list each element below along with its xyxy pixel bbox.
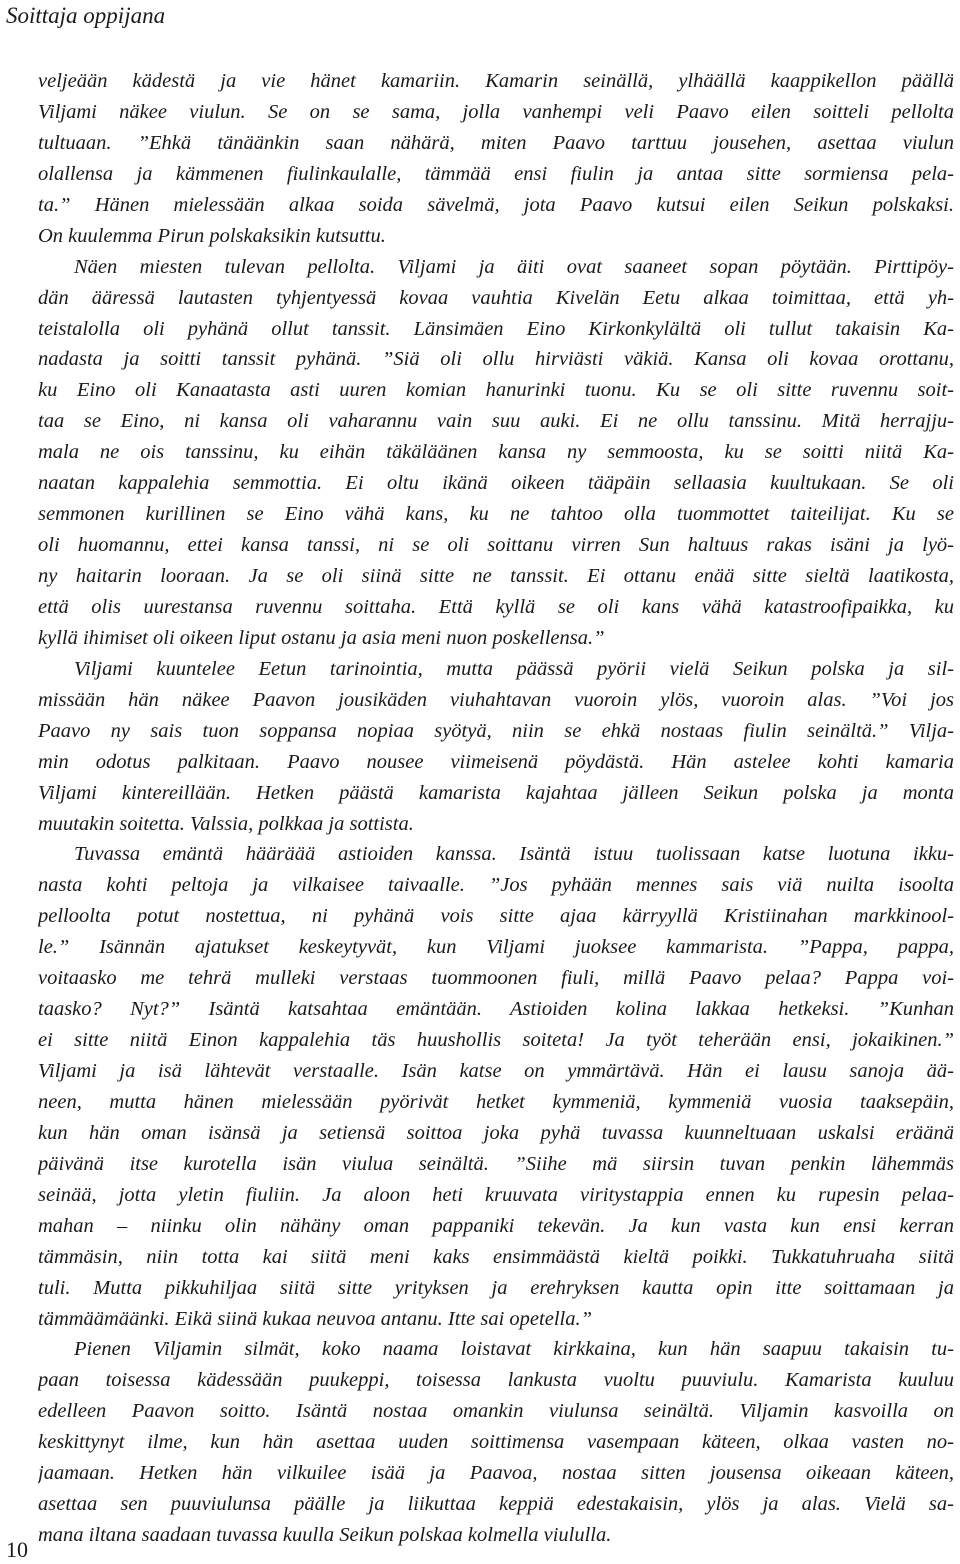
text-line: asettaa sen puuviulunsa päälle ja liikuttaa keppiä edestakaisin, ylös ja alas. Vielä sa-: [38, 1493, 954, 1516]
text-line: min odotus palkitaan. Paavo nousee viimeisenä pöydästä. Hän astelee kohti kamaria: [38, 750, 954, 773]
text-line: On kuulemma Pirun polskaksikin kutsuttu.: [38, 224, 386, 247]
page-number: 10: [6, 1537, 28, 1562]
text-line: päivänä itse kurotella isän viulua seinältä. ”Siihe mä siirsin tuvan penkin lähemmäs: [38, 1152, 954, 1175]
text-line: neen, mutta hänen mielessään pyörivät hetket kymmeniä, kymmeniä vuosia taaksepäin,: [38, 1090, 954, 1113]
text-line: tämmäämäänki. Eikä siinä kukaa neuvoa antanu. Itte sai opetella.”: [38, 1307, 592, 1330]
text-line: seinää, jotta yletin fiuliin. Ja aloon heti kruuvata viritystappia ennen ku rupesin pelaa-: [38, 1183, 954, 1206]
text-line: muutakin soitetta. Valssia, polkkaa ja sottista.: [38, 812, 414, 835]
text-line: ta.” Hänen mielessään alkaa soida sävelmä, jota Paavo kutsui eilen Seikun polskaksi.: [38, 193, 954, 216]
text-line: missään hän näkee Paavon jousikäden viuhahtavan vuoroin ylös, vuoroin alas. ”Voi jos: [38, 688, 954, 711]
text-line: Viljami kuuntelee Eetun tarinointia, mutta päässä pyörii vielä Seikun polska ja sil-: [74, 657, 954, 680]
text-line: mala ne ois tanssinu, ku eihän täkäläänen kansa ny semmoosta, ku se soitti niitä Ka-: [38, 441, 954, 464]
text-line: nasta kohti peltoja ja vilkaisee taivaalle. ”Jos pyhään mennes sais viä nuilta isoolta: [38, 874, 954, 897]
text-line: ei sitte niitä Einon kappalehia täs huushollis soiteta! Ja työt teherään ensi, jokaikinen.”: [38, 1029, 954, 1052]
text-line: taa se Eino, ni kansa oli vaharannu vain suu auki. Ei ne ollu tanssinu. Mitä herrajju-: [38, 410, 954, 433]
text-line: pelloolta potut nostettua, ni pyhänä vois sitte ajaa kärryyllä Kristiinahan markkinool-: [38, 905, 954, 928]
text-line: semmonen kurillinen se Eino vähä kans, ku ne tahtoo olla tuommottet taiteilijat. Ku se: [38, 503, 954, 526]
text-line: tultuaan. ”Ehkä tänäänkin saan nähärä, miten Paavo tarttuu jousehen, asettaa viulun: [38, 131, 954, 154]
text-line: mahan – niinku olin nähäny oman pappaniki tekevän. Ja kun vasta kun ensi kerran: [38, 1214, 954, 1237]
text-line: naatan kappalehia semmottia. Ei oltu ikänä oikeen tääpäin sellaasia kuultukaan. Se oli: [38, 472, 954, 495]
text-line: ku Eino oli Kanaatasta asti uuren komian hanurinki tuonu. Ku se oli sitte ruvennu soit-: [38, 379, 954, 402]
text-line: taasko? Nyt?” Isäntä katsahtaa emäntään. Astioiden kolina lakkaa hetkeksi. ”Kunhan: [38, 998, 954, 1021]
text-line: keskittynyt ilme, kun hän asettaa uuden soittimensa vasempaan käteen, olkaa vasten no-: [38, 1431, 954, 1454]
text-line: paan toisessa kädessään puukeppi, toisessa lankusta vuoltu puuviulu. Kamarista kuuluu: [38, 1369, 954, 1392]
text-line: tämmäsin, niin totta kai siitä meni kaks ensimmäästä kieltä poikki. Tukkatuhruaha siitä: [38, 1245, 954, 1268]
text-line: jaamaan. Hetken hän vilkuilee isää ja Paavoa, nostaa sitten jousensa oikeaan käteen,: [38, 1462, 954, 1485]
text-line: tuli. Mutta pikkuhiljaa siitä sitte yrityksen ja erehryksen kautta opin itte soittamaan ja: [38, 1276, 954, 1299]
text-line: nadasta ja soitti tanssit pyhänä. ”Siä oli ollu hirviästi väkiä. Kansa oli kovaa orottanu,: [38, 348, 954, 371]
text-line: Viljami kintereillään. Hetken päästä kamarista kajahtaa jälleen Seikun polska ja monta: [38, 781, 954, 804]
text-line: teistalolla oli pyhänä ollut tanssit. Länsimäen Eino Kirkonkylältä oli tullut takaisin Ka-: [38, 317, 954, 340]
text-line: Viljami ja isä lähtevät verstaalle. Isän katse on ymmärtävä. Hän ei lausu sanoja ää-: [38, 1060, 954, 1082]
text-line: Tuvassa emäntä hääräää astioiden kanssa. Isäntä istuu tuolissaan katse luotuna ikku-: [74, 843, 954, 866]
body-text: [38, 66, 954, 1551]
text-line: Viljami näkee viulun. Se on se sama, jolla vanhempi veli Paavo eilen soitteli pellolta: [38, 100, 954, 123]
text-line: voitaasko me tehrä mulleki verstaas tuommoonen fiuli, millä Paavo pelaa? Pappa voi-: [38, 967, 954, 990]
text-line: olallensa ja kämmenen fiulinkaulalle, tämmää ensi fiulin ja antaa sitte sormiensa pela-: [38, 162, 954, 185]
text-line: Näen miesten tulevan pellolta. Viljami ja äiti ovat saaneet sopan pöytään. Pirttipöy-: [74, 255, 954, 278]
text-line: kun hän oman isänsä ja setiensä soittoa joka pyhä tuvassa kuunneltuaan uskalsi eräänä: [38, 1121, 954, 1144]
text-line: edelleen Paavon soitto. Isäntä nostaa omankin viulunsa seinältä. Viljamin kasvoilla on: [38, 1400, 954, 1423]
text-line: ny haitarin looraan. Ja se oli siinä sitte ne tanssit. Ei ottanu enää sitte sieltä laatikosta,: [38, 565, 954, 587]
text-line: dän ääressä lautasten tyhjentyessä kovaa vauhtia Kivelän Eetu alkaa toimittaa, että yh-: [38, 286, 954, 309]
text-line: oli huomannu, ettei kansa tanssi, ni se oli soittanu virren Sun haltuus rakas isäni ja lyö-: [38, 534, 954, 557]
text-line: mana iltana saadaan tuvassa kuulla Seikun polskaa kolmella viululla.: [38, 1524, 612, 1547]
running-header: Soittaja oppijana: [6, 3, 166, 28]
text-line: Paavo ny sais tuon soppansa nopiaa syötyä, niin se ehkä nostaas fiulin seinältä.” Vilja-: [38, 719, 954, 742]
text-line: le.” Isännän ajatukset keskeytyvät, kun Viljami juoksee kammarista. ”Pappa, pappa,: [38, 936, 954, 959]
text-line: että olis uurestansa ruvennu soittaha. Että kyllä se oli kans vähä katastroofipaikka, ku: [38, 595, 954, 618]
text-line: kyllä ihimiset oli oikeen liput ostanu ja asia meni nuon poskellensa.”: [38, 626, 605, 649]
text-line: veljeään kädestä ja vie hänet kamariin. Kamarin seinällä, ylhäällä kaappikellon päällä: [38, 70, 954, 92]
text-line: Pienen Viljamin silmät, koko naama loistavat kirkkaina, kun hän saapuu takaisin tu-: [74, 1338, 954, 1361]
